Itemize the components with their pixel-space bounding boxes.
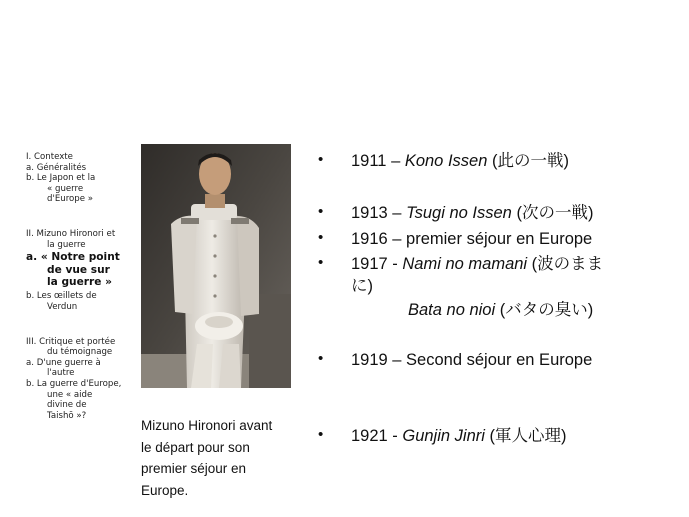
outline-item-2a-line3: la guerre » — [47, 275, 112, 288]
outline-item-1b-line2: « guerre — [47, 183, 84, 194]
outline-item-3b-line2: une « aide — [47, 389, 93, 400]
outline-item-2b: b. Les œillets de — [26, 291, 97, 302]
outline-section-2: II. Mizuno Hironori et — [26, 228, 116, 239]
entry-date: 1917 - — [351, 255, 403, 273]
work-title-japanese: (波のまま — [527, 255, 604, 273]
entry-text: 1919 – Second séjour en Europe — [351, 351, 593, 369]
work-title: Bata no nioi — [408, 301, 496, 319]
outline-item-3b-line3: divine de — [47, 400, 87, 411]
work-title: Nami no mamani — [402, 255, 528, 273]
timeline-entry-1911 — [318, 150, 663, 172]
outline-section-1: I. Contexte — [26, 152, 73, 162]
portrait-illustration — [141, 144, 291, 388]
outline-item-1b: b. Le Japon et la — [26, 173, 96, 184]
timeline-entry-1921 — [318, 425, 663, 447]
bullet-icon: • — [318, 203, 324, 220]
outline-item-1a: a. Généralités — [26, 162, 87, 173]
outline-item-3a: a. D'une guerre à — [26, 357, 101, 368]
work-title-japanese: (此の一戦) — [487, 152, 569, 170]
entry-date: 1913 – — [351, 204, 407, 222]
timeline-entry-1913 — [318, 202, 663, 224]
caption-line-1: Mizuno Hironori avant — [141, 418, 273, 433]
outline-section-2-line2: la guerre — [47, 239, 86, 250]
bullet-icon: • — [318, 426, 324, 443]
timeline-entry-1917 — [318, 253, 663, 321]
timeline-entry-1919 — [318, 349, 663, 371]
outline-item-1b-line3: d'Europe » — [47, 194, 94, 205]
timeline-entry-1916 — [318, 228, 663, 250]
work-title-japanese: (次の一戦) — [511, 204, 594, 222]
entry-text: 1916 – premier séjour en Europe — [351, 230, 593, 248]
outline-item-2b-line2: Verdun — [47, 301, 78, 312]
outline-item-2a: a. « Notre point — [26, 251, 120, 264]
portrait-photo — [141, 144, 291, 388]
slide-outline — [26, 152, 126, 421]
work-title-japanese-continued: に) — [351, 277, 373, 295]
work-title-japanese: (バタの臭い) — [495, 301, 594, 319]
entry-date: 1911 – — [351, 152, 405, 170]
outline-item-2a-current — [26, 251, 126, 288]
work-title: Kono Issen — [404, 152, 488, 170]
photo-caption — [141, 415, 311, 501]
outline-item-3a-line2: l'autre — [47, 368, 75, 379]
work-title: Gunjin Jinri — [402, 427, 485, 445]
caption-line-2: le départ pour son — [141, 439, 250, 455]
bullet-icon: • — [318, 229, 324, 246]
outline-item-2a-line2: de vue sur — [47, 263, 110, 276]
outline-gap — [26, 205, 126, 229]
outline-item-3b: b. La guerre d'Europe, — [26, 378, 122, 389]
bullet-icon: • — [318, 254, 324, 271]
caption-line-3: premier séjour en — [141, 461, 247, 476]
bullet-icon: • — [318, 350, 324, 367]
outline-section-3-line2: du témoignage — [47, 347, 113, 358]
bullet-icon: • — [318, 151, 324, 168]
outline-gap — [26, 313, 126, 337]
work-title-japanese: (軍人心理) — [484, 427, 567, 445]
outline-item-3b-line4: Taishō »? — [47, 410, 87, 421]
caption-line-4: Europe. — [141, 482, 189, 498]
entry-date: 1921 - — [351, 427, 403, 445]
work-title: Tsugi no Issen — [406, 204, 512, 222]
outline-section-3: III. Critique et portée — [26, 336, 116, 347]
